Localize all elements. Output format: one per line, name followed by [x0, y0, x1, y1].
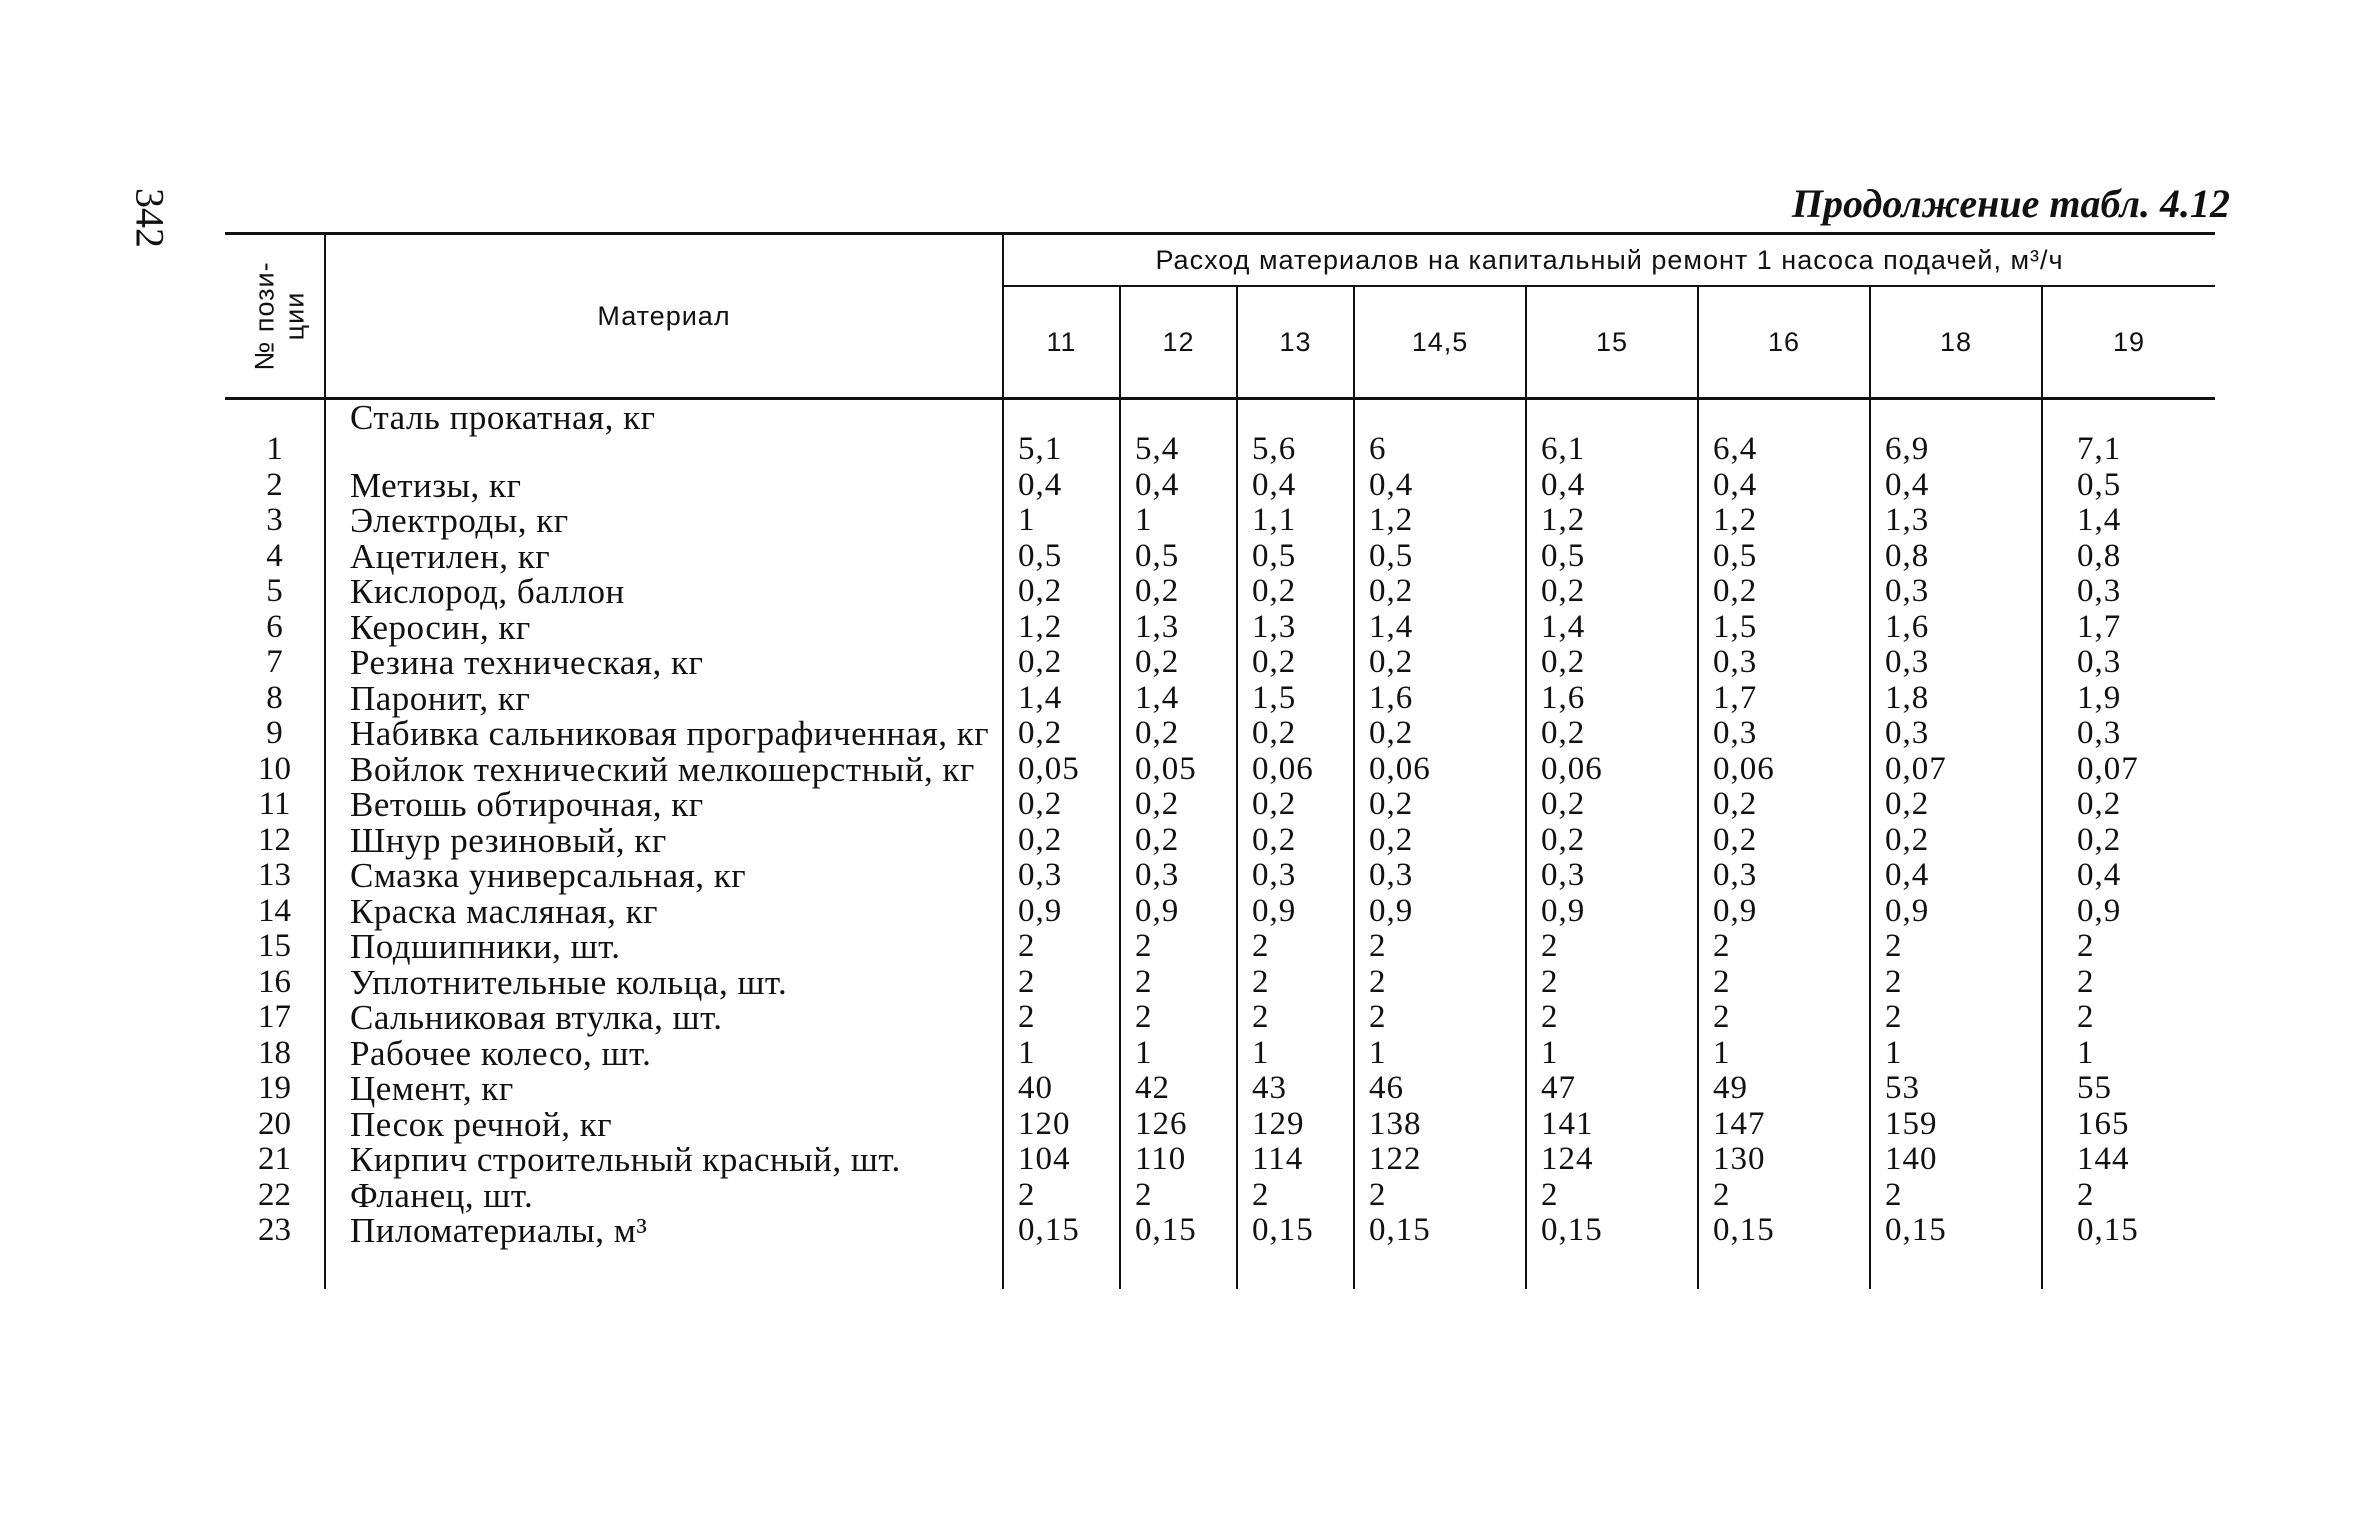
material-name: Войлок технический мелкошерстный, кг	[325, 752, 1003, 788]
consumption-value: 0,15	[1120, 1213, 1237, 1289]
consumption-value: 0,2	[1003, 716, 1120, 752]
consumption-value: 114	[1237, 1142, 1354, 1178]
rate-header-2: 13	[1237, 286, 1354, 399]
consumption-value: 0,8	[2077, 537, 2122, 574]
consumption-value: 2	[1237, 1178, 1354, 1214]
consumption-value: 42	[1120, 1071, 1237, 1107]
consumption-value: 2	[2077, 1176, 2095, 1213]
material-name: Сталь прокатная, кг	[325, 399, 1003, 468]
consumption-value: 0,4	[1870, 858, 2042, 894]
materials-table	[225, 232, 2215, 1289]
consumption-value: 0,5	[1003, 539, 1120, 575]
consumption-value: 165	[2077, 1105, 2130, 1142]
consumption-value: 1,7	[1698, 681, 1870, 717]
consumption-value: 2	[1237, 929, 1354, 965]
consumption-value: 2	[1003, 1178, 1120, 1214]
consumption-value: 2	[2077, 963, 2095, 1000]
consumption-value: 2	[1870, 1000, 2042, 1036]
position-number: 11	[258, 786, 291, 822]
rate-header-5: 16	[1698, 286, 1870, 399]
consumption-value: 0,9	[1354, 894, 1526, 930]
table-row	[225, 787, 2215, 823]
consumption-value: 2	[1120, 965, 1237, 1001]
consumption-value: 0,2	[1120, 823, 1237, 859]
consumption-value: 0,2	[1698, 574, 1870, 610]
consumption-value: 2	[1003, 1000, 1120, 1036]
consumption-value: 0,2	[1120, 787, 1237, 823]
consumption-value: 0,3	[1120, 858, 1237, 894]
consumption-value: 1,4	[1120, 681, 1237, 717]
position-number: 21	[258, 1141, 291, 1177]
consumption-value: 0,06	[1526, 752, 1698, 788]
consumption-value: 0,5	[1526, 539, 1698, 575]
consumption-value: 0,9	[2077, 892, 2122, 929]
table-row	[225, 1213, 2215, 1289]
consumption-value: 0,3	[2077, 573, 2122, 609]
table-row	[225, 681, 2215, 717]
material-name: Набивка сальниковая прографиченная, кг	[325, 716, 1003, 752]
consumption-value: 1,3	[1120, 610, 1237, 646]
consumption-value: 1,4	[1526, 610, 1698, 646]
consumption-value: 0,15	[1003, 1213, 1120, 1289]
consumption-value: 0,2	[1237, 716, 1354, 752]
position-number: 8	[266, 679, 283, 716]
consumption-value: 43	[1237, 1071, 1354, 1107]
table-row	[225, 965, 2215, 1001]
consumption-value: 0,5	[1698, 539, 1870, 575]
position-number: 13	[258, 857, 291, 893]
consumption-value: 2	[1120, 1178, 1237, 1214]
position-number: 16	[258, 963, 291, 1000]
consumption-value: 0,4	[1354, 468, 1526, 504]
consumption-value: 0,2	[1003, 645, 1120, 681]
material-name: Паронит, кг	[325, 681, 1003, 717]
consumption-value: 2	[1237, 965, 1354, 1001]
material-name: Ветошь обтирочная, кг	[325, 787, 1003, 823]
consumption-value: 0,2	[2077, 786, 2122, 822]
consumption-value: 0,2	[1526, 574, 1698, 610]
consumption-value: 5,4	[1120, 399, 1237, 468]
consumption-value: 1	[1003, 1036, 1120, 1072]
consumption-value: 0,15	[2077, 1212, 2139, 1248]
consumption-value: 1,4	[1003, 681, 1120, 717]
material-name: Кислород, баллон	[325, 574, 1003, 610]
material-name: Уплотнительные кольца, шт.	[325, 965, 1003, 1001]
table-row	[225, 539, 2215, 575]
consumption-value: 1,4	[1354, 610, 1526, 646]
table-row	[225, 752, 2215, 788]
table-row	[225, 1071, 2215, 1107]
material-name: Смазка универсальная, кг	[325, 858, 1003, 894]
consumption-value: 0,05	[1120, 752, 1237, 788]
consumption-value: 1,2	[1003, 610, 1120, 646]
consumption-value: 0,2	[1870, 823, 2042, 859]
consumption-value: 0,5	[1237, 539, 1354, 575]
consumption-value: 0,3	[1870, 645, 2042, 681]
rate-header-7: 19	[2042, 286, 2215, 399]
consumption-value: 2	[1237, 1000, 1354, 1036]
consumption-value: 0,2	[1526, 787, 1698, 823]
consumption-value: 0,2	[1237, 645, 1354, 681]
consumption-value: 122	[1354, 1142, 1526, 1178]
consumption-value: 1,5	[1698, 610, 1870, 646]
consumption-value: 1,6	[1354, 681, 1526, 717]
consumption-value: 6,9	[1870, 399, 2042, 468]
table-row	[225, 823, 2215, 859]
position-number: 23	[258, 1212, 291, 1248]
consumption-value: 104	[1003, 1142, 1120, 1178]
consumption-value: 0,2	[1237, 574, 1354, 610]
table-row	[225, 1000, 2215, 1036]
consumption-value: 7,1	[2077, 431, 2122, 467]
consumption-value: 1	[1870, 1036, 2042, 1072]
consumption-value: 0,4	[1237, 468, 1354, 504]
consumption-value: 2	[1354, 965, 1526, 1001]
consumption-value: 0,06	[1237, 752, 1354, 788]
consumption-value: 0,9	[1237, 894, 1354, 930]
consumption-value: 0,15	[1354, 1213, 1526, 1289]
consumption-value: 2	[1526, 1178, 1698, 1214]
consumption-value: 0,06	[1354, 752, 1526, 788]
consumption-value: 2	[1354, 929, 1526, 965]
table-row	[225, 716, 2215, 752]
rate-header-0: 11	[1003, 286, 1120, 399]
consumption-value: 0,9	[1698, 894, 1870, 930]
material-name: Резина техническая, кг	[325, 645, 1003, 681]
table-row	[225, 929, 2215, 965]
consumption-value: 0,15	[1870, 1213, 2042, 1289]
consumption-value: 2	[1870, 965, 2042, 1001]
position-number: 4	[266, 537, 283, 574]
consumption-value: 140	[1870, 1142, 2042, 1178]
position-number: 5	[266, 573, 283, 609]
consumption-value: 2	[1698, 929, 1870, 965]
consumption-value: 1,9	[2077, 679, 2122, 716]
position-number: 7	[266, 644, 283, 680]
consumption-value: 0,9	[1526, 894, 1698, 930]
consumption-value: 0,2	[1698, 823, 1870, 859]
consumption-value: 138	[1354, 1107, 1526, 1143]
consumption-value: 1,2	[1526, 503, 1698, 539]
consumption-value: 0,2	[1354, 787, 1526, 823]
consumption-value: 0,15	[1237, 1213, 1354, 1289]
material-name: Рабочее колесо, шт.	[325, 1036, 1003, 1072]
consumption-value: 2	[1003, 929, 1120, 965]
consumption-value: 0,4	[1120, 468, 1237, 504]
table-row	[225, 503, 2215, 539]
consumption-value: 1,2	[1698, 503, 1870, 539]
consumption-value: 1,6	[1526, 681, 1698, 717]
material-name: Шнур резиновый, кг	[325, 823, 1003, 859]
consumption-value: 2	[1526, 1000, 1698, 1036]
consumption-value: 159	[1870, 1107, 2042, 1143]
consumption-value: 0,2	[1526, 645, 1698, 681]
consumption-value: 46	[1354, 1071, 1526, 1107]
consumption-value: 1	[2077, 1034, 2095, 1071]
position-number: 1	[266, 431, 283, 467]
consumption-value: 5,6	[1237, 399, 1354, 468]
consumption-value: 0,2	[1237, 787, 1354, 823]
consumption-value: 110	[1120, 1142, 1237, 1178]
consumption-value: 2	[1120, 929, 1237, 965]
position-number: 22	[258, 1176, 291, 1213]
consumption-value: 0,2	[1354, 645, 1526, 681]
consumption-value: 120	[1003, 1107, 1120, 1143]
consumption-value: 47	[1526, 1071, 1698, 1107]
material-name: Цемент, кг	[325, 1071, 1003, 1107]
consumption-value: 0,9	[1120, 894, 1237, 930]
consumption-value: 0,9	[1003, 894, 1120, 930]
position-number: 6	[266, 608, 283, 645]
position-number: 3	[266, 502, 283, 538]
consumption-value: 2	[1120, 1000, 1237, 1036]
table-row	[225, 1142, 2215, 1178]
table-row	[225, 858, 2215, 894]
consumption-value: 0,3	[1870, 574, 2042, 610]
consumption-value: 2	[2077, 928, 2095, 964]
consumption-value: 0,07	[2077, 750, 2139, 787]
consumption-value: 0,8	[1870, 539, 2042, 575]
consumption-value: 0,4	[1003, 468, 1120, 504]
consumption-value: 1	[1698, 1036, 1870, 1072]
consumption-value: 0,3	[2077, 715, 2122, 751]
consumption-value: 0,15	[1526, 1213, 1698, 1289]
material-name: Подшипники, шт.	[325, 929, 1003, 965]
table-row	[225, 1036, 2215, 1072]
position-number: 18	[258, 1034, 291, 1071]
consumption-value: 1,1	[1237, 503, 1354, 539]
table-row	[225, 574, 2215, 610]
material-name: Электроды, кг	[325, 503, 1003, 539]
consumption-value: 1	[1237, 1036, 1354, 1072]
consumption-value: 0,5	[1120, 539, 1237, 575]
consumption-value: 0,2	[1120, 716, 1237, 752]
consumption-value: 2	[1698, 1178, 1870, 1214]
consumption-value: 0,3	[1698, 858, 1870, 894]
consumption-value: 0,3	[1698, 716, 1870, 752]
consumption-value: 1,3	[1870, 503, 2042, 539]
consumption-value: 40	[1003, 1071, 1120, 1107]
consumption-value: 0,5	[2077, 466, 2122, 503]
material-name: Краска масляная, кг	[325, 894, 1003, 930]
consumption-value: 6,4	[1698, 399, 1870, 468]
position-number: 9	[266, 715, 283, 751]
material-column-header: Материал	[325, 234, 1003, 399]
consumption-value: 2	[1698, 1000, 1870, 1036]
consumption-value: 0,3	[1354, 858, 1526, 894]
consumption-value: 1,8	[1870, 681, 2042, 717]
consumption-value: 0,2	[1354, 716, 1526, 752]
consumption-value: 1,4	[2077, 502, 2122, 538]
consumption-value: 1,6	[1870, 610, 2042, 646]
consumption-value: 1	[1003, 503, 1120, 539]
consumption-value: 0,3	[1003, 858, 1120, 894]
position-number: 10	[258, 750, 291, 787]
consumption-value: 1,5	[1237, 681, 1354, 717]
material-name: Фланец, шт.	[325, 1178, 1003, 1214]
position-column-header-text: № пози- ции	[249, 260, 310, 371]
consumption-value: 0,4	[1870, 468, 2042, 504]
consumption-value: 0,2	[1526, 823, 1698, 859]
table-row	[225, 1107, 2215, 1143]
consumption-value: 0,2	[1237, 823, 1354, 859]
consumption-value: 2	[2077, 999, 2095, 1035]
consumption-value: 0,2	[1003, 823, 1120, 859]
consumption-value: 0,2	[1354, 574, 1526, 610]
table-row	[225, 468, 2215, 504]
consumption-value: 0,3	[1526, 858, 1698, 894]
material-name: Сальниковая втулка, шт.	[325, 1000, 1003, 1036]
consumption-value: 0,3	[1698, 645, 1870, 681]
consumption-value: 126	[1120, 1107, 1237, 1143]
table-header	[225, 234, 2215, 399]
consumption-value: 6	[1354, 399, 1526, 468]
consumption-value: 0,2	[1003, 574, 1120, 610]
consumption-value: 6,1	[1526, 399, 1698, 468]
consumption-value: 0,2	[1698, 787, 1870, 823]
consumption-value: 2	[1354, 1178, 1526, 1214]
table-body	[225, 399, 2215, 1289]
consumption-value: 2	[1526, 929, 1698, 965]
consumption-value: 0,2	[1354, 823, 1526, 859]
table-caption: Продолжение табл. 4.12	[1791, 181, 2230, 226]
position-number: 20	[258, 1105, 291, 1142]
consumption-value: 0,07	[1870, 752, 2042, 788]
consumption-value: 129	[1237, 1107, 1354, 1143]
position-number: 19	[258, 1070, 291, 1106]
consumption-value: 0,3	[2077, 644, 2122, 680]
material-name: Песок речной, кг	[325, 1107, 1003, 1143]
table-row	[225, 645, 2215, 681]
consumption-value: 0,2	[1120, 645, 1237, 681]
table-row	[225, 894, 2215, 930]
position-number: 2	[266, 466, 283, 503]
consumption-value: 0,2	[1003, 787, 1120, 823]
material-name: Метизы, кг	[325, 468, 1003, 504]
consumption-value: 1	[1526, 1036, 1698, 1072]
material-name: Кирпич строительный красный, шт.	[325, 1142, 1003, 1178]
consumption-value: 1	[1120, 503, 1237, 539]
material-name: Пиломатериалы, м³	[325, 1213, 1003, 1289]
consumption-value: 0,2	[2077, 821, 2122, 858]
consumption-value: 2	[1526, 965, 1698, 1001]
consumption-value: 147	[1698, 1107, 1870, 1143]
consumption-value: 2	[1698, 965, 1870, 1001]
page-number: 342	[127, 188, 173, 248]
material-name: Ацетилен, кг	[325, 539, 1003, 575]
consumption-value: 1	[1354, 1036, 1526, 1072]
consumption-value: 2	[1870, 1178, 2042, 1214]
table-row	[225, 610, 2215, 646]
consumption-value: 0,05	[1003, 752, 1120, 788]
rate-header-1: 12	[1120, 286, 1237, 399]
material-name: Керосин, кг	[325, 610, 1003, 646]
consumption-value: 0,9	[1870, 894, 2042, 930]
consumption-value: 1,3	[1237, 610, 1354, 646]
consumption-value: 0,2	[1870, 787, 2042, 823]
consumption-value: 0,3	[1237, 858, 1354, 894]
table-row	[225, 1178, 2215, 1214]
position-column-header	[225, 234, 325, 399]
consumption-value: 1,7	[2077, 608, 2122, 645]
consumption-value: 0,5	[1354, 539, 1526, 575]
position-number: 15	[258, 928, 291, 964]
consumption-value: 0,2	[1526, 716, 1698, 752]
rate-header-3: 14,5	[1354, 286, 1526, 399]
consumption-value: 0,4	[1698, 468, 1870, 504]
consumption-value: 0,4	[1526, 468, 1698, 504]
consumption-value: 53	[1870, 1071, 2042, 1107]
position-number: 17	[258, 999, 291, 1035]
consumption-value: 0,2	[1120, 574, 1237, 610]
consumption-value: 0,3	[1870, 716, 2042, 752]
consumption-value: 124	[1526, 1142, 1698, 1178]
consumption-value: 0,06	[1698, 752, 1870, 788]
consumption-value: 2	[1003, 965, 1120, 1001]
consumption-value: 5,1	[1003, 399, 1120, 468]
rate-header-4: 15	[1526, 286, 1698, 399]
consumption-value: 49	[1698, 1071, 1870, 1107]
position-number: 12	[258, 821, 291, 858]
consumption-value: 55	[2077, 1070, 2112, 1106]
rate-header-6: 18	[1870, 286, 2042, 399]
consumption-value: 1,2	[1354, 503, 1526, 539]
consumption-group-header: Расход материалов на капитальный ремонт 1 насоса подачей, м³/ч	[1003, 234, 2215, 287]
consumption-value: 0,15	[1698, 1213, 1870, 1289]
consumption-value: 2	[1870, 929, 2042, 965]
consumption-value: 2	[1354, 1000, 1526, 1036]
consumption-value: 130	[1698, 1142, 1870, 1178]
table-row	[225, 399, 2215, 468]
consumption-value: 1	[1120, 1036, 1237, 1072]
consumption-value: 144	[2077, 1141, 2130, 1177]
consumption-value: 0,4	[2077, 857, 2122, 893]
consumption-value: 141	[1526, 1107, 1698, 1143]
position-number: 14	[258, 892, 291, 929]
